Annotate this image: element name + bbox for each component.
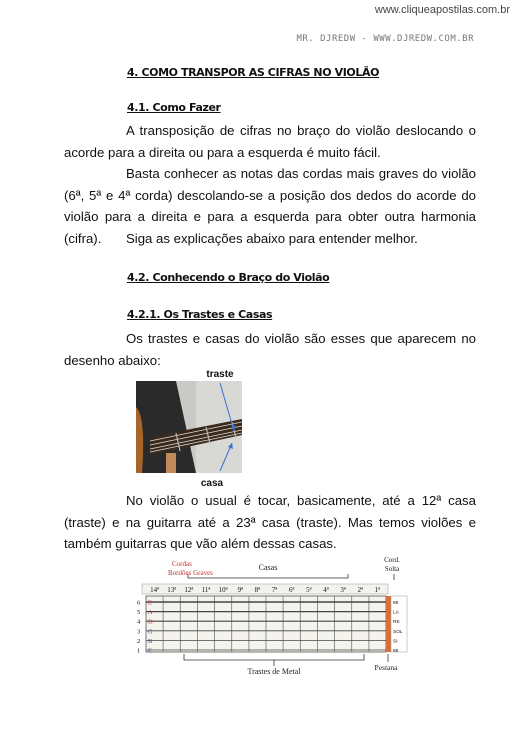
- string-number: 3: [137, 628, 141, 636]
- string-number: 6: [137, 599, 141, 607]
- paragraph: No violão o usual é tocar, basicamente, até a 12ª casa (traste) e na guitarra até a 23ª casa (traste). Mas temos violões e também guitarras que vão além dessas casas.: [64, 493, 476, 551]
- paragraph: Basta conhecer as notas das cordas mais graves do violão (6ª, 5ª e 4ª corda) descolando-se a posição dos dedos do acorde do violão para a direita e para a esquerda para obter outra harmonia (cifra).: [64, 166, 476, 246]
- section-title: 4. COMO TRANSPOR AS CIFRAS NO VIOLÃO: [127, 66, 380, 79]
- site-url: www.cliqueapostilas.com.br: [374, 4, 510, 16]
- open-string-note: SOL: [393, 629, 403, 635]
- string-note: A: [148, 609, 153, 617]
- paragraph: Os trastes e casas do violão são esses que aparecem no desenho abaixo:: [64, 331, 476, 368]
- fret-number: 7ª: [271, 586, 278, 594]
- casas-label: Casas: [258, 563, 278, 572]
- fretboard-diagram: [134, 556, 410, 678]
- fret-number: 1ª: [374, 586, 381, 594]
- fret-number: 8ª: [254, 586, 261, 594]
- string-number: 1: [137, 647, 141, 655]
- fret-number: 13ª: [167, 586, 177, 594]
- guitar-neck-photo: [136, 367, 242, 489]
- subsection-title-braco: 4.2. Conhecendo o Braço do Violão: [127, 271, 330, 284]
- subsection-title-como-fazer: 4.1. Como Fazer: [127, 101, 221, 114]
- fret-number: 4ª: [323, 586, 329, 594]
- trastes-de-metal-label: Trastes de Metal: [247, 667, 301, 676]
- open-string-note: RE: [393, 620, 400, 626]
- fret-number: 3ª: [340, 586, 346, 594]
- fret-number: 9ª: [237, 586, 244, 594]
- fret-number: 10ª: [218, 586, 228, 594]
- open-string-note: LA: [393, 610, 399, 616]
- fret-number: 5ª: [306, 586, 312, 594]
- string-note: G: [148, 628, 153, 636]
- string-note: E: [148, 647, 152, 655]
- fret-number: 12ª: [184, 586, 194, 594]
- string-number: 5: [137, 609, 141, 617]
- string-number: 4: [137, 618, 141, 626]
- fret-number: 2ª: [357, 586, 364, 594]
- open-string-note: SI: [393, 639, 398, 645]
- paragraph: Siga as explicações abaixo para entender melhor.: [126, 231, 418, 246]
- open-string-note: MI: [393, 601, 399, 606]
- traste-label: traste: [206, 369, 234, 380]
- cord-solta-label-1: Cord.: [384, 556, 400, 564]
- open-string-note: MI: [393, 649, 399, 654]
- fret-number: 6ª: [288, 586, 295, 594]
- cord-solta-label-2: Solta: [384, 565, 400, 573]
- paragraph: A transposição de cifras no braço do violão deslocando o acorde para a direita ou para a esquerda é muito fácil.: [64, 123, 476, 160]
- casa-label: casa: [200, 478, 224, 489]
- string-note: D: [148, 618, 153, 626]
- pestana-label: Pestana: [374, 663, 398, 672]
- string-number: 2: [137, 637, 141, 645]
- fret-number: 11ª: [201, 586, 211, 594]
- string-note: E: [148, 599, 152, 607]
- string-note: B: [148, 637, 153, 645]
- author-credit: MR. DJREDW - WWW.DJREDW.COM.BR: [296, 34, 474, 44]
- cordas-label: Cordas: [172, 560, 192, 568]
- bordoes-label: Bordões Graves: [168, 569, 213, 577]
- fret-number: 14ª: [150, 586, 160, 594]
- subsection-title-trastes: 4.2.1. Os Trastes e Casas: [127, 308, 273, 321]
- nut: [386, 596, 391, 652]
